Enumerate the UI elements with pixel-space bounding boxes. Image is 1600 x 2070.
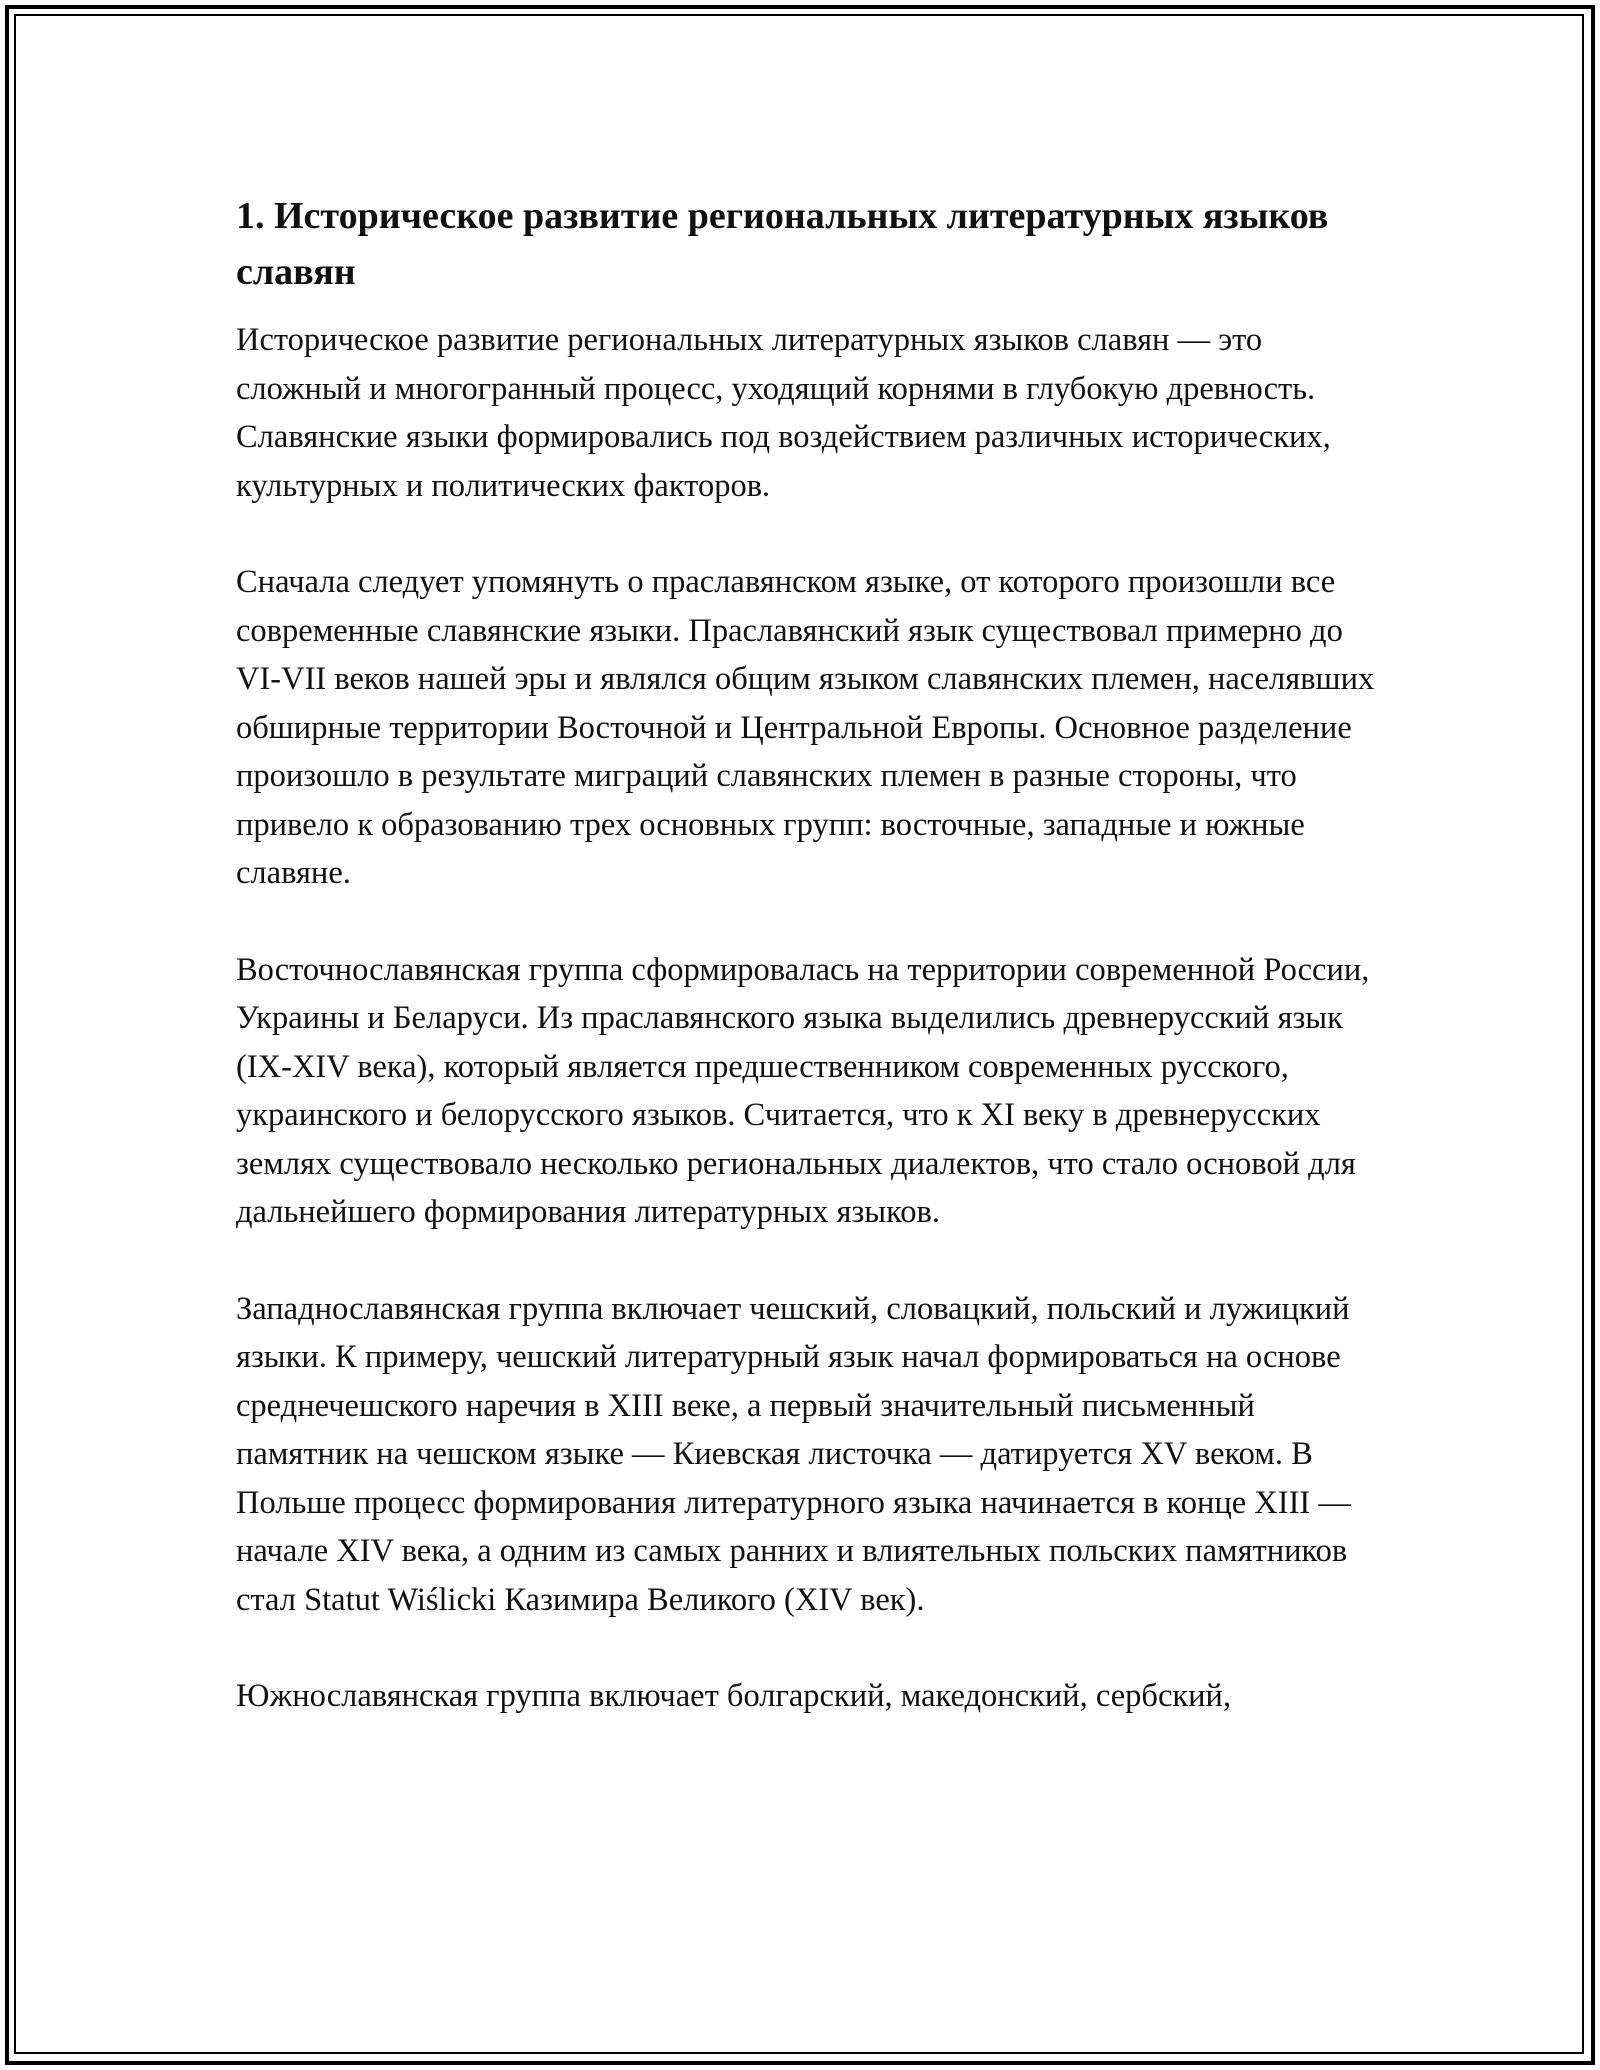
paragraph-intro: Историческое развитие региональных литературных языков славян — это сложный и многогранный процесс, уходящий корнями в глубокую древность. Славянские языки формировались под воздействием различных исторических, культурных и политических факторов. xyxy=(236,322,1331,504)
paragraph-west-slavic: Западнославянская группа включает чешский, словацкий, польский и лужицкий языки. К примеру, чешский литературный язык начал формироваться на основе среднечешского наречия в XIII веке, а первый значительный письменный памятник на чешском языке — Киевская листочка — датируется XV веком. В Польше процесс формирования литературного языка начинается в конце XIII — начале XIV века, а одним из самых ранних и влиятельных польских памятников стал Statut Wiślicki Казимира Великого (XIV век). xyxy=(236,1290,1351,1618)
document-body xyxy=(236,188,1384,1769)
section-heading: 1. Историческое развитие региональных литературных языков славян xyxy=(236,195,1329,293)
paragraph-south-slavic: Южнославянская группа включает болгарский, македонский, сербский, xyxy=(236,1678,1232,1714)
paragraph-east-slavic: Восточнославянская группа сформировалась на территории современной России, Украины и Беларуси. Из праславянского языка выделились древнерусский язык (IX-XIV века), который является предшественником современных русского, украинского и белорусского языков. Считается, что к XI веку в древнерусских землях существовало несколько региональных диалектов, что стало основой для дальнейшего формирования литературных языков. xyxy=(236,951,1370,1230)
paragraph-proto-slavic: Сначала следует упомянуть о праславянском языке, от которого произошли все современные славянские языки. Праславянский язык существовал примерно до VI-VII веков нашей эры и являлся общим языком славянских племен, населявших обширные территории Восточной и Центральной Европы. Основное разделение произошло в результате миграций славянских племен в разные стороны, что привело к образованию трех основных групп: восточные, западные и южные славяне. xyxy=(236,564,1375,891)
